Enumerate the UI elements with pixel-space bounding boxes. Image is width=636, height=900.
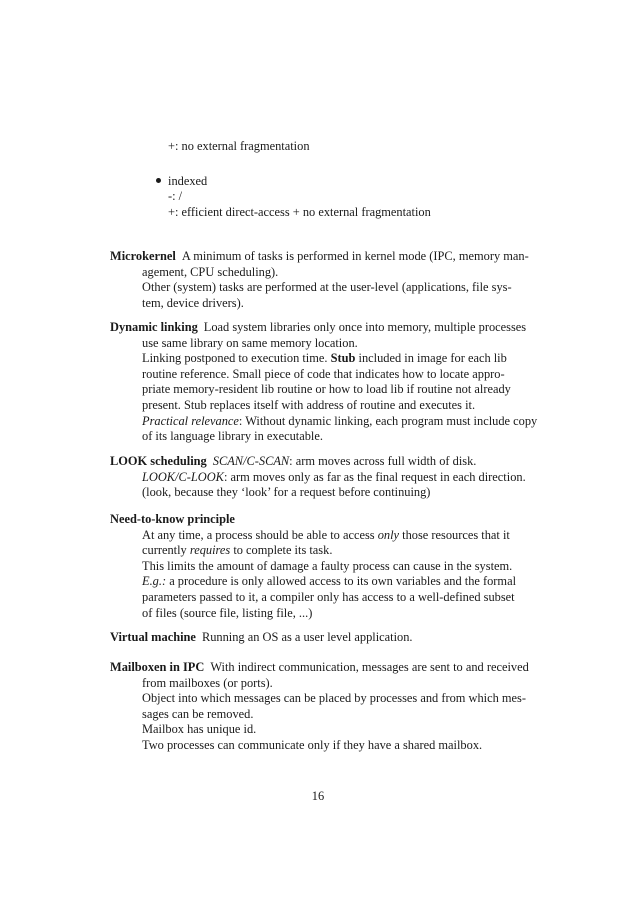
entry-virtual-machine	[110, 630, 536, 646]
bullet-icon	[156, 178, 161, 183]
microkernel-line-3: Other (system) tasks are performed at the user-level (applications, file sys-	[142, 280, 512, 295]
mailbox-line-2: from mailboxes (or ports).	[142, 675, 273, 690]
term-mailboxen: Mailboxen in IPC	[110, 660, 205, 674]
indexed-bullet-item	[156, 174, 548, 190]
ntk-line-6: of files (source file, listing file, ...)	[142, 605, 313, 620]
look-line-3: (look, because they ‘look’ for a request before continuing)	[142, 485, 431, 500]
stub-term: Stub	[330, 351, 356, 366]
entry-mailboxen	[110, 660, 536, 754]
virtual-text: Running an OS as a user level application.	[201, 630, 413, 644]
entry-dynamic-linking	[110, 320, 536, 445]
scan-label: SCAN/C-SCAN	[212, 454, 290, 468]
ntk-line-2: currently requires to complete its task.	[142, 543, 333, 558]
microkernel-line-2: agement, CPU scheduling).	[142, 264, 279, 279]
term-dynamic-linking: Dynamic linking	[110, 320, 198, 334]
mailbox-line-3: Object into which messages can be placed by processes and from which mes-	[142, 691, 526, 706]
microkernel-text: A minimum of tasks is performed in kernel mode (IPC, memory man-	[181, 249, 529, 263]
contiguous-plus-line: +: no external fragmentation	[168, 139, 310, 153]
term-need-to-know: Need-to-know principle	[110, 512, 235, 526]
dynamic-line-5: priate memory-resident lib routine or how to load lib if routine not already	[142, 382, 511, 397]
term-virtual-machine: Virtual machine	[110, 630, 196, 644]
entry-need-to-know	[110, 512, 536, 621]
page-number: 16	[311, 789, 325, 803]
term-microkernel: Microkernel	[110, 249, 176, 263]
indexed-label: indexed	[168, 173, 208, 188]
mailbox-line-6: Two processes can communicate only if they have a shared mailbox.	[142, 737, 483, 752]
look-line-2: LOOK/C-LOOK: arm moves only as far as the final request in each direction.	[142, 469, 526, 484]
practical-relevance-label: Practical relevance	[142, 413, 239, 428]
dynamic-text: Load system libraries only once into memory, multiple processes	[203, 320, 527, 334]
mailbox-line-4: sages can be removed.	[142, 706, 254, 721]
entry-look-scheduling: LOOK scheduling SCAN/C-SCAN: arm moves across full width of disk. LOOK/C-LOOK: arm moves only as far as the final request in each direction. (look, because they ‘look’ for a request before continuing)	[110, 454, 536, 501]
dynamic-line-3: Linking postponed to execution time. Stub included in image for each lib	[142, 351, 507, 366]
entry-microkernel	[110, 249, 536, 311]
term-look-scheduling: LOOK scheduling	[110, 454, 207, 468]
clook-label: LOOK/C-LOOK	[142, 469, 224, 484]
mailbox-text: With indirect communication, messages are sent to and received	[210, 660, 529, 674]
dynamic-line-6: present. Stub replaces itself with address of routine and executes it.	[142, 397, 476, 412]
dynamic-line-2: use same library on same memory location.	[142, 335, 358, 350]
ntk-line-4: E.g.: a procedure is only allowed access to its own variables and the formal	[142, 574, 517, 589]
ntk-line-3: This limits the amount of damage a faulty process can cause in the system.	[142, 558, 513, 573]
dynamic-line-7: Practical relevance: Without dynamic linking, each program must include copy	[142, 413, 538, 428]
dynamic-line-4: routine reference. Small piece of code that indicates how to locate appro-	[142, 366, 505, 381]
allocation-list	[168, 139, 548, 220]
indexed-plus-line: +: efficient direct-access + no external fragmentation	[168, 204, 431, 219]
indexed-minus-line: -: /	[168, 189, 183, 204]
ntk-line-1: At any time, a process should be able to access only those resources that it	[142, 527, 510, 542]
dynamic-line-8: of its language library in executable.	[142, 429, 323, 444]
microkernel-line-4: tem, device drivers).	[142, 295, 244, 310]
mailbox-line-5: Mailbox has unique id.	[142, 722, 257, 737]
ntk-line-5: parameters passed to it, a compiler only has access to a well-defined subset	[142, 589, 515, 604]
eg-label: E.g.:	[142, 574, 167, 589]
